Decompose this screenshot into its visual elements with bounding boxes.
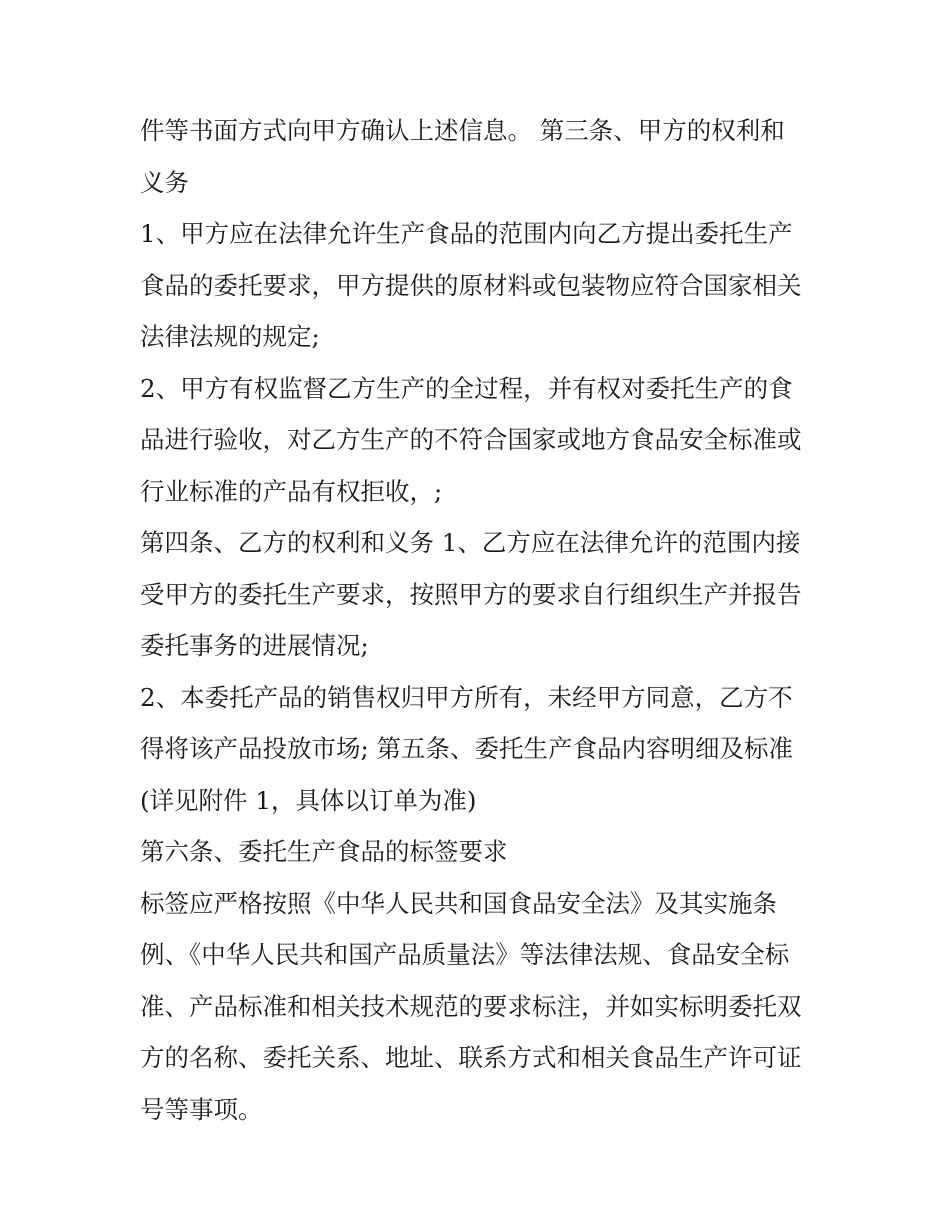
text-line: 准、产品标准和相关技术规范的要求标注，并如实标明委托双	[140, 991, 802, 1021]
text-line: 方的名称、委托关系、地址、联系方式和相关食品生产许可证	[140, 1043, 802, 1072]
text-line: 品进行验收，对乙方生产的不符合国家或地方食品安全标准或	[140, 425, 802, 454]
text-line: 第六条、委托生产食品的标签要求	[140, 837, 508, 866]
text-line: 行业标准的产品有权拒收，;	[140, 476, 443, 506]
text-line: (详见附件 1，具体以订单为准)	[140, 785, 477, 815]
text-line: 1、甲方应在法律允许生产食品的范围内向乙方提出委托生产	[140, 219, 793, 248]
text-line: 义务	[140, 167, 189, 197]
text-line: 号等事项。	[140, 1094, 263, 1124]
text-line: 标签应严格按照《中华人民共和国食品安全法》及其实施条	[140, 888, 777, 918]
text-line: 件等书面方式向甲方确认上述信息。 第三条、甲方的权利和	[140, 116, 785, 145]
document-body	[140, 105, 820, 1135]
text-line: 2、本委托产品的销售权归甲方所有，未经甲方同意，乙方不	[140, 682, 793, 712]
text-line: 委托事务的进展情况;	[140, 631, 369, 660]
text-line: 2、甲方有权监督乙方生产的全过程，并有权对委托生产的食	[140, 373, 793, 403]
text-line: 得将该产品投放市场; 第五条、委托生产食品内容明细及标准	[140, 734, 794, 763]
text-line: 法律法规的规定;	[140, 322, 320, 351]
text-line: 例、《中华人民共和国产品质量法》等法律法规、食品安全标	[140, 940, 790, 969]
text-line: 受甲方的委托生产要求，按照甲方的要求自行组织生产并报告	[140, 579, 802, 609]
text-line: 第四条、乙方的权利和义务 1、乙方应在法律允许的范围内接	[140, 528, 801, 557]
text-line: 食品的委托要求，甲方提供的原材料或包装物应符合国家相关	[140, 270, 802, 300]
